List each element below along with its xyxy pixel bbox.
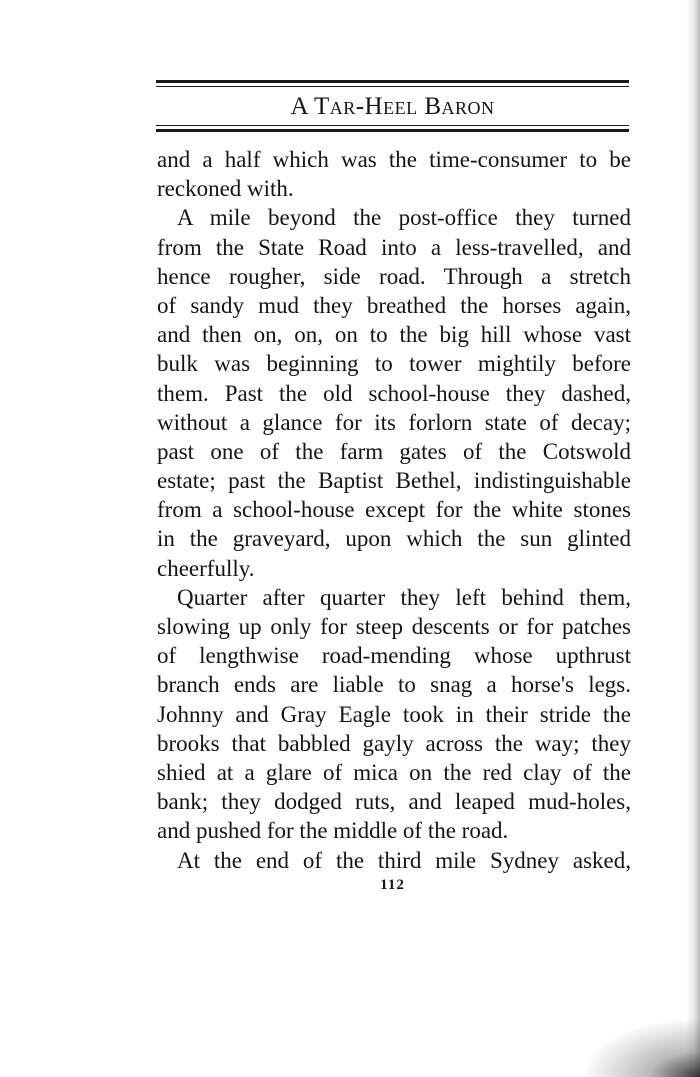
- text-line: without a glance for its forlorn state of decay;: [157, 409, 631, 435]
- page-number: 112: [380, 877, 405, 893]
- header-rule-top-thick: [156, 80, 629, 83]
- text-line: Johnny and Gray Eagle took in their stride the: [157, 701, 631, 727]
- page-corner-shadow: [580, 1017, 700, 1077]
- text-line: slowing up only for steep descents or for patches: [157, 614, 631, 639]
- text-line: At the end of the third mile Sydney asked,: [177, 847, 631, 873]
- text-line: from the State Road into a less-travelled, and: [157, 234, 631, 260]
- text-line: of lengthwise road-mending whose upthrust: [157, 643, 631, 669]
- header-rule-top-thin: [156, 86, 629, 87]
- text-line: in the graveyard, upon which the sun glinted: [157, 526, 631, 552]
- page-edge-shadow: [686, 0, 700, 1077]
- text-line: from a school-house except for the white stones: [157, 497, 631, 523]
- text-line: branch ends are liable to snag a horse's legs.: [157, 672, 631, 698]
- text-line: and pushed for the middle of the road.: [157, 818, 509, 844]
- text-line: of sandy mud they breathed the horses again,: [157, 292, 631, 318]
- running-head: A Tar-Heel Baron: [290, 93, 495, 120]
- text-line: shied at a glare of mica on the red clay of the: [157, 759, 631, 785]
- text-line: and a half which was the time-consumer to be: [157, 147, 631, 172]
- text-line: hence rougher, side road. Through a stretch: [157, 263, 631, 289]
- text-line: past one of the farm gates of the Cotswold: [157, 438, 631, 464]
- text-line: Quarter after quarter they left behind them,: [177, 584, 631, 610]
- header-rule-bottom-thick: [156, 129, 629, 132]
- text-line: cheerfully.: [157, 555, 255, 581]
- text-line: bulk was beginning to tower mightily before: [157, 351, 631, 377]
- text-line: them. Past the old school-house they dashed,: [157, 380, 631, 406]
- text-line: reckoned with.: [157, 176, 294, 202]
- text-line: A mile beyond the post-office they turned: [177, 205, 631, 231]
- text-line: estate; past the Baptist Bethel, indistinguishable: [157, 468, 631, 494]
- text-line: brooks that babbled gayly across the way; they: [157, 730, 631, 756]
- body-text: [157, 145, 631, 875]
- header-rule-bottom-thin: [156, 125, 629, 126]
- text-line: and then on, on, on to the big hill whose vast: [157, 322, 631, 348]
- text-line: bank; they dodged ruts, and leaped mud-holes,: [157, 789, 631, 815]
